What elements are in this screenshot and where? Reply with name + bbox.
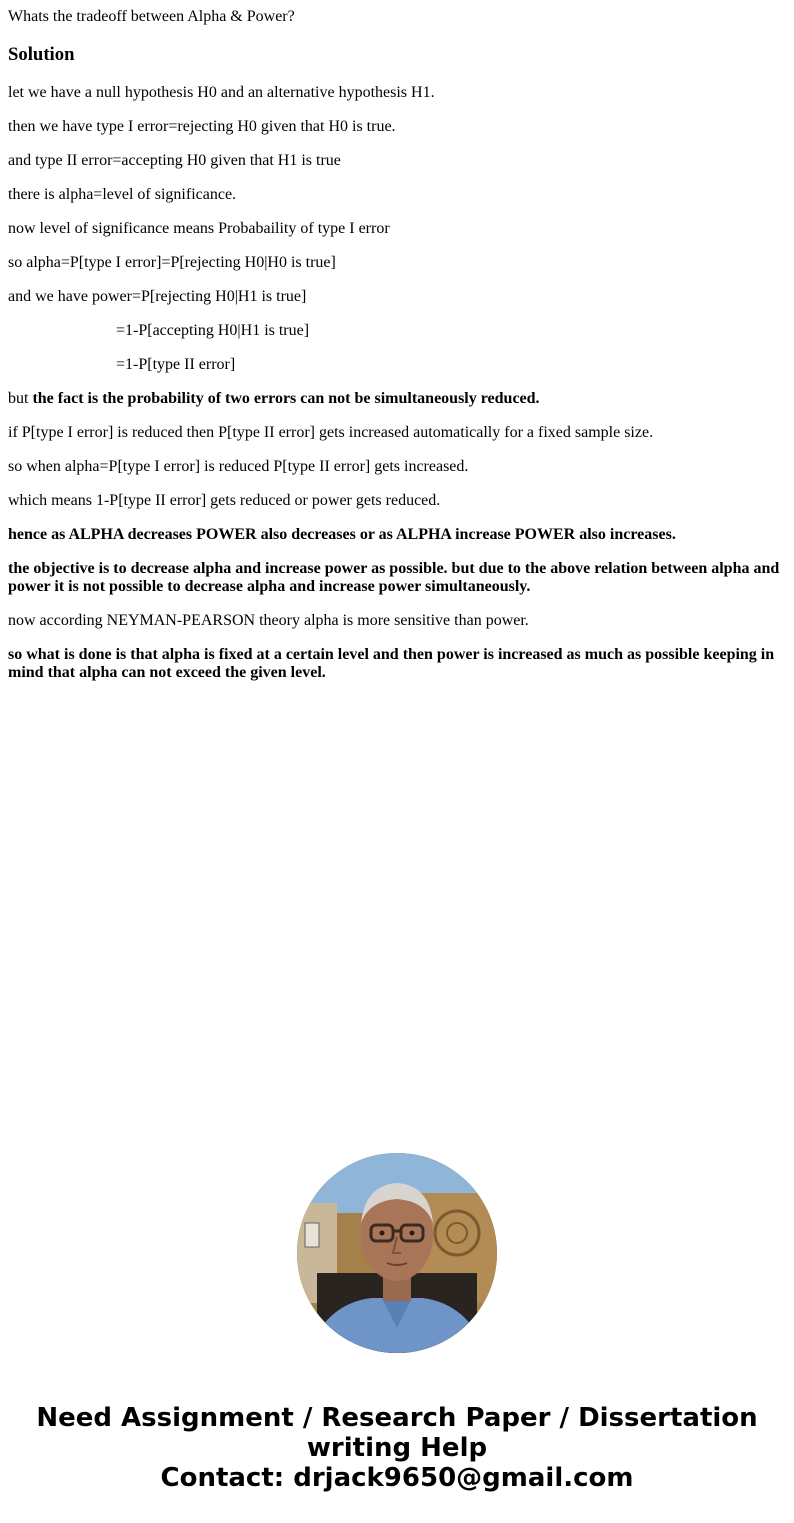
paragraph-reduction-effect: if P[type I error] is reduced then P[type II error] gets increased automatically for a fixed sample size.: [8, 424, 654, 441]
paragraph-power-reduced: which means 1-P[type II error] gets reduced or power gets reduced.: [8, 492, 441, 509]
paragraph-power-formula: and we have power=P[rejecting H0|H1 is true]: [8, 288, 307, 305]
question-text: Whats the tradeoff between Alpha & Power?: [8, 8, 295, 25]
solution-heading: Solution: [8, 44, 75, 65]
contact-banner-line-2: writing Help: [306, 1433, 488, 1463]
paragraph-alpha-formula: so alpha=P[type I error]=P[rejecting H0|H0 is true]: [8, 254, 336, 271]
paragraph-type-2-error: and type II error=accepting H0 given that H1 is true: [8, 152, 341, 169]
paragraph-type-1-error: then we have type I error=rejecting H0 given that H0 is true.: [8, 118, 396, 135]
tutor-avatar: [297, 1153, 497, 1353]
contact-banner: [0, 1403, 794, 1493]
paragraph-significance-meaning: now level of significance means Probabaility of type I error: [8, 220, 390, 237]
paragraph-objective: the objective is to decrease alpha and increase power as possible. but due to the above relation between alpha and power it is not possible to decrease alpha and increase power simultaneously.: [8, 560, 780, 595]
document-body: [8, 0, 786, 682]
contact-banner-line-1: Need Assignment / Research Paper / Dissertation: [36, 1403, 758, 1433]
tutor-portrait-illustration: [297, 1153, 497, 1353]
paragraph-alpha-reduced: so when alpha=P[type I error] is reduced P[type II error] gets increased.: [8, 458, 469, 475]
paragraph-alpha-definition: there is alpha=level of significance.: [8, 186, 237, 203]
paragraph-errors-fact: [8, 390, 786, 408]
paragraph-neyman-pearson: now according NEYMAN-PEARSON theory alpha is more sensitive than power.: [8, 612, 529, 629]
paragraph-null-hypothesis: let we have a null hypothesis H0 and an alternative hypothesis H1.: [8, 84, 435, 101]
paragraph-conclusion: so what is done is that alpha is fixed at a certain level and then power is increased as much as possible keeping in mind that alpha can not exceed the given level.: [8, 646, 775, 681]
paragraph-power-step-2: =1-P[accepting H0|H1 is true]: [116, 322, 310, 339]
paragraph-power-step-3: =1-P[type II error]: [116, 356, 236, 373]
paragraph-errors-fact-bold: the fact is the probability of two errors can not be simultaneously reduced.: [32, 390, 540, 407]
contact-email: Contact: drjack9650@gmail.com: [160, 1463, 634, 1493]
paragraph-alpha-power-relation: hence as ALPHA decreases POWER also decreases or as ALPHA increase POWER also increases.: [8, 526, 676, 543]
paragraph-errors-fact-prefix: but: [8, 390, 33, 407]
